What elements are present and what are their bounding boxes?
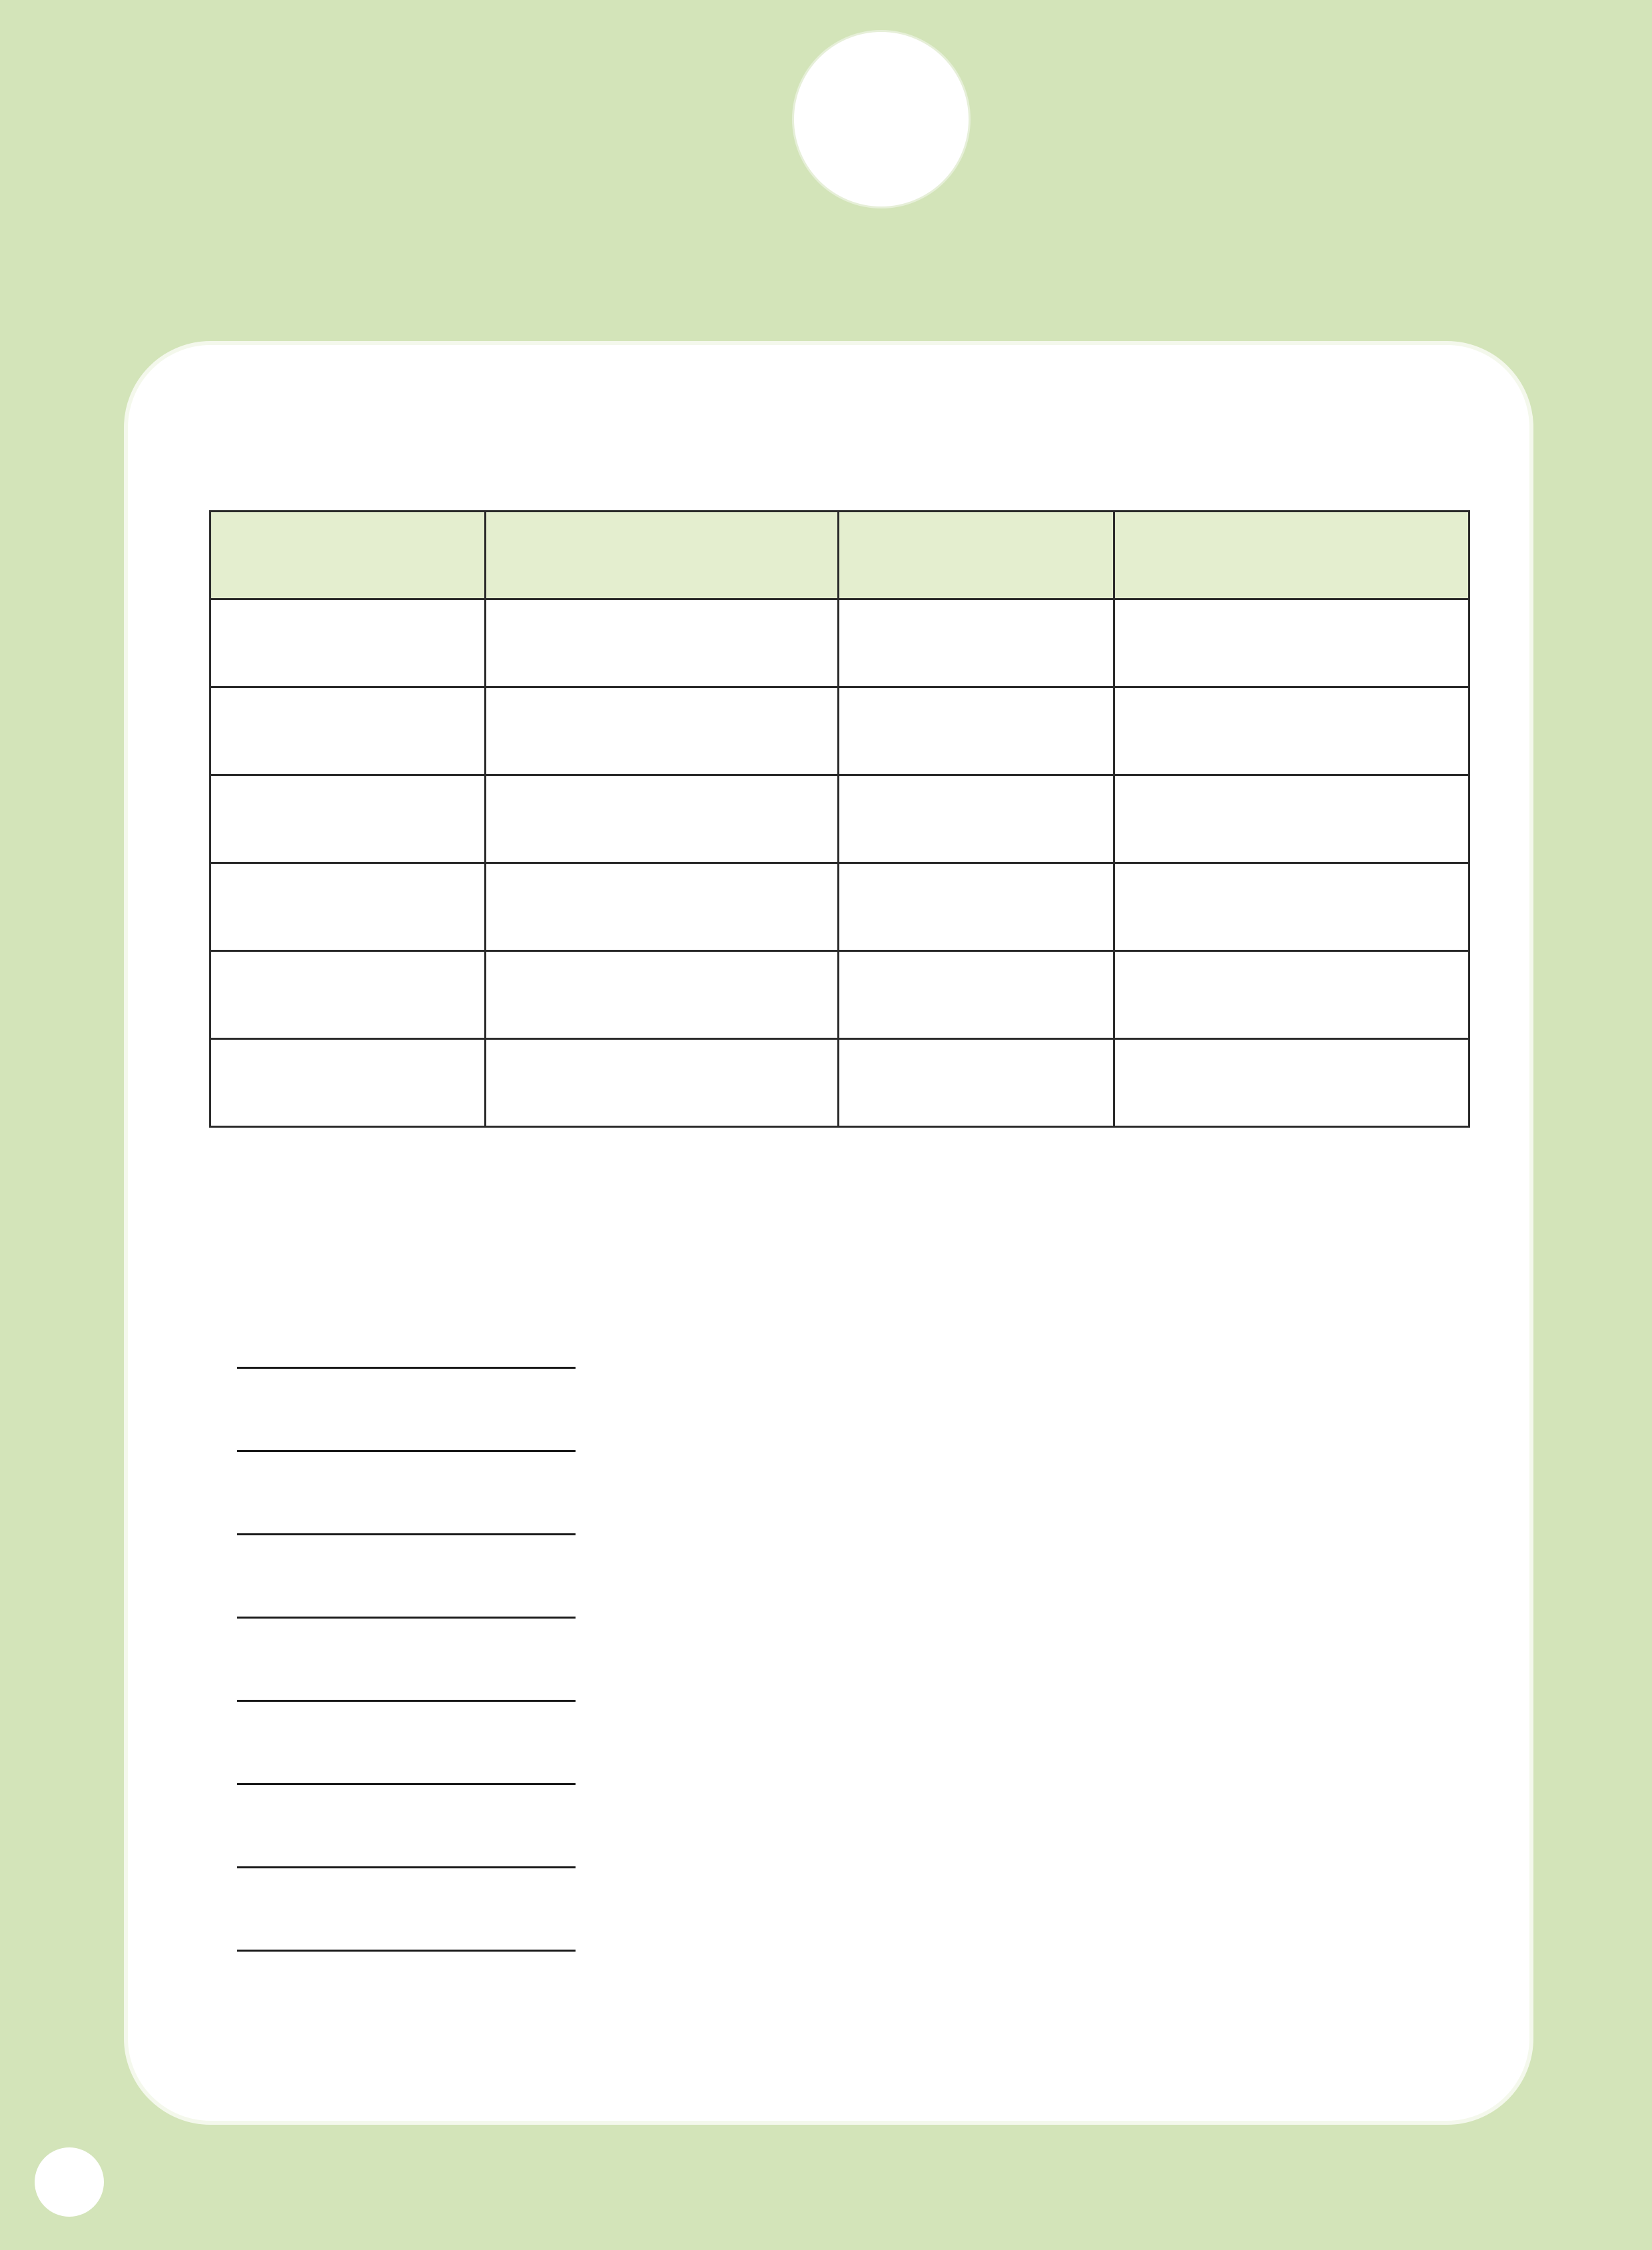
answer-blank[interactable] [237, 1614, 576, 1619]
answer-blank[interactable] [237, 1947, 576, 1952]
base-verb [839, 1039, 1114, 1127]
sentence-item [209, 1443, 588, 1497]
answer-cell[interactable] [1114, 863, 1469, 951]
answer-cell[interactable] [486, 775, 839, 863]
base-verb [839, 599, 1114, 687]
header-base-form [839, 512, 1114, 599]
verb-table [209, 510, 1470, 1128]
answer-blank[interactable] [237, 1531, 576, 1535]
badge-stripes-decoration [794, 32, 969, 206]
answer-cell[interactable] [1114, 1039, 1469, 1127]
base-verb [210, 863, 486, 951]
table-row [210, 687, 1469, 775]
base-verb [839, 951, 1114, 1039]
base-verb [210, 951, 486, 1039]
page-number [35, 2147, 104, 2217]
header-past-form [486, 512, 839, 599]
answer-cell[interactable] [486, 687, 839, 775]
sentence-item [209, 1776, 588, 1830]
table-row [210, 599, 1469, 687]
table-row [210, 775, 1469, 863]
sentence-item [209, 1527, 588, 1580]
answer-cell[interactable] [486, 599, 839, 687]
sentence-item [209, 1860, 588, 1913]
table-row [210, 1039, 1469, 1127]
header-past-form [1114, 512, 1469, 599]
base-verb [839, 687, 1114, 775]
answer-cell[interactable] [1114, 599, 1469, 687]
answer-cell[interactable] [486, 1039, 839, 1127]
answer-blank[interactable] [237, 1780, 576, 1785]
answer-cell[interactable] [1114, 687, 1469, 775]
base-verb [210, 599, 486, 687]
table-header-row [210, 512, 1469, 599]
answer-blank[interactable] [237, 1447, 576, 1452]
base-verb [839, 863, 1114, 951]
table-row [210, 863, 1469, 951]
base-verb [210, 687, 486, 775]
answer-blank[interactable] [237, 1364, 576, 1369]
base-verb [839, 775, 1114, 863]
sentence-item [209, 1943, 588, 1996]
base-verb [210, 1039, 486, 1127]
sentence-item [209, 1610, 588, 1663]
table-row [210, 951, 1469, 1039]
answer-blank[interactable] [237, 1697, 576, 1702]
checkpoint-badge [794, 32, 969, 206]
base-verb [210, 775, 486, 863]
answer-cell[interactable] [1114, 775, 1469, 863]
answer-cell[interactable] [486, 951, 839, 1039]
header-base-form [210, 512, 486, 599]
answer-cell[interactable] [1114, 951, 1469, 1039]
answer-cell[interactable] [486, 863, 839, 951]
answer-blank[interactable] [237, 1864, 576, 1868]
sentence-item [209, 1360, 588, 1413]
sentence-item [209, 1693, 588, 1746]
